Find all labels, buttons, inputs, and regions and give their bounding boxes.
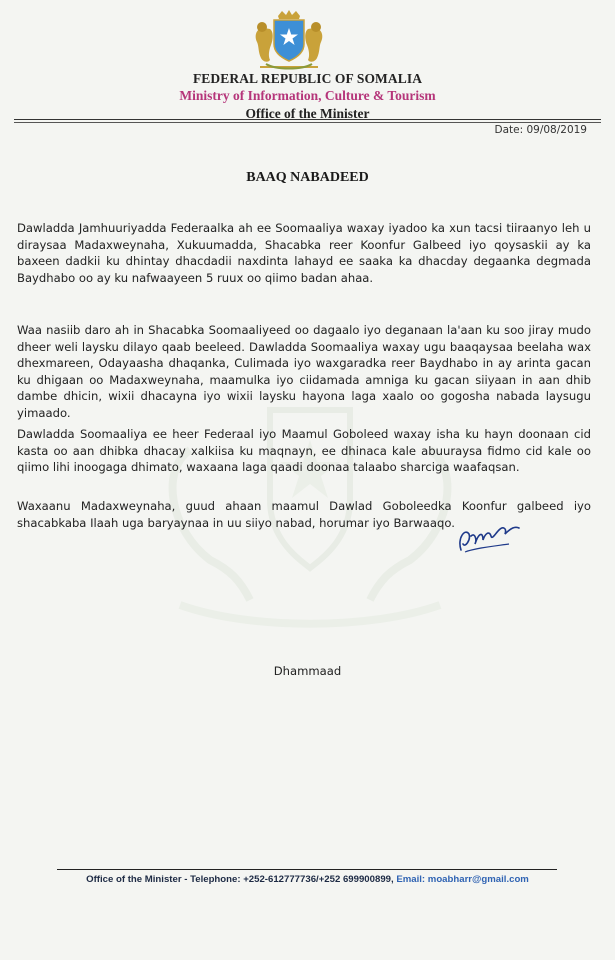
footer-divider bbox=[57, 869, 557, 870]
footer-office-phone: Office of the Minister - Telephone: +252-612777736/+252 699900899, bbox=[86, 874, 394, 885]
ministry-heading: Ministry of Information, Culture & Tourism bbox=[179, 88, 436, 103]
closing-word: Dhammaad bbox=[273, 664, 342, 678]
footer-email[interactable]: Email: moabharr@gmail.com bbox=[396, 874, 529, 885]
header-divider-secondary bbox=[14, 122, 601, 123]
country-heading: FEDERAL REPUBLIC OF SOMALIA bbox=[192, 71, 423, 86]
handwritten-signature bbox=[455, 518, 523, 558]
letter-title: BAAQ NABADEED bbox=[246, 170, 369, 185]
office-heading: Office of the Minister bbox=[245, 106, 370, 121]
letter-date: Date: 09/08/2019 bbox=[494, 124, 587, 136]
paragraph-condolence: Dawladda Jamhuuriyadda Federaalka ah ee Soomaaliya waxay iyadoo ka xun tacsi tiiraanyo leh u diraysaa Madaxweynaha, Xukuumadda, Shacabka reer Koonfur Galbeed iyo qoysaskii ay ka baxeen dadkii ku dhintay dhacdadii naxdinta lahayd ee saaka ka dhacday degaanka degmada Baydhabo oo ay ku nafwaayeen 5 ruux oo qiimo badan ahaa. bbox=[17, 221, 591, 285]
somalia-coat-of-arms-icon bbox=[246, 10, 332, 72]
paragraph-legal-action: Dawladda Soomaaliya ee heer Federaal iyo Maamul Goboleed waxay isha ku hayn doonaan cid kasta oo aan dhibka dhacay xalkiisa ku maqnayn, ee dhinaca kale abuuraysa fidmo cid kale oo qiimo lihi inoogaga dhimato, waxaana laga qaadi doonaa talaabo sharciga waafaqsan. bbox=[17, 427, 591, 475]
paragraph-peace-appeal: Waa nasiib daro ah in Shacabka Soomaaliyeed oo dagaalo iyo deganaan la'aan ku soo jiray mudo dheer weli laysku dilayo qaab beeleed. Dawladda Soomaaliya waxay ugu baaqaysaa beelaha wax dhexmareen, Odayaasha dhaqanka, Culimada iyo waxgaradka reer Baydhabo in ay arinta gacan ku dhigaan oo Madaxweynaha, maamulka iyo ciidamada amniga ku gacan siiyaan in aan dhib dambe dhicin, wixii dhacayna iyo wixii laysku hayona laga xaalo oo gogosha nabada laysugu yimaado. bbox=[17, 323, 591, 420]
footer-contact bbox=[0, 874, 615, 885]
paragraph-prayer: Waxaanu Madaxweynaha, guud ahaan maamul Dawlad Goboleedka Koonfur galbeed iyo shacabkaba Ilaah uga baryaynaa in uu siiyo nabad, horumar iyo Barwaaqo. bbox=[17, 499, 591, 530]
